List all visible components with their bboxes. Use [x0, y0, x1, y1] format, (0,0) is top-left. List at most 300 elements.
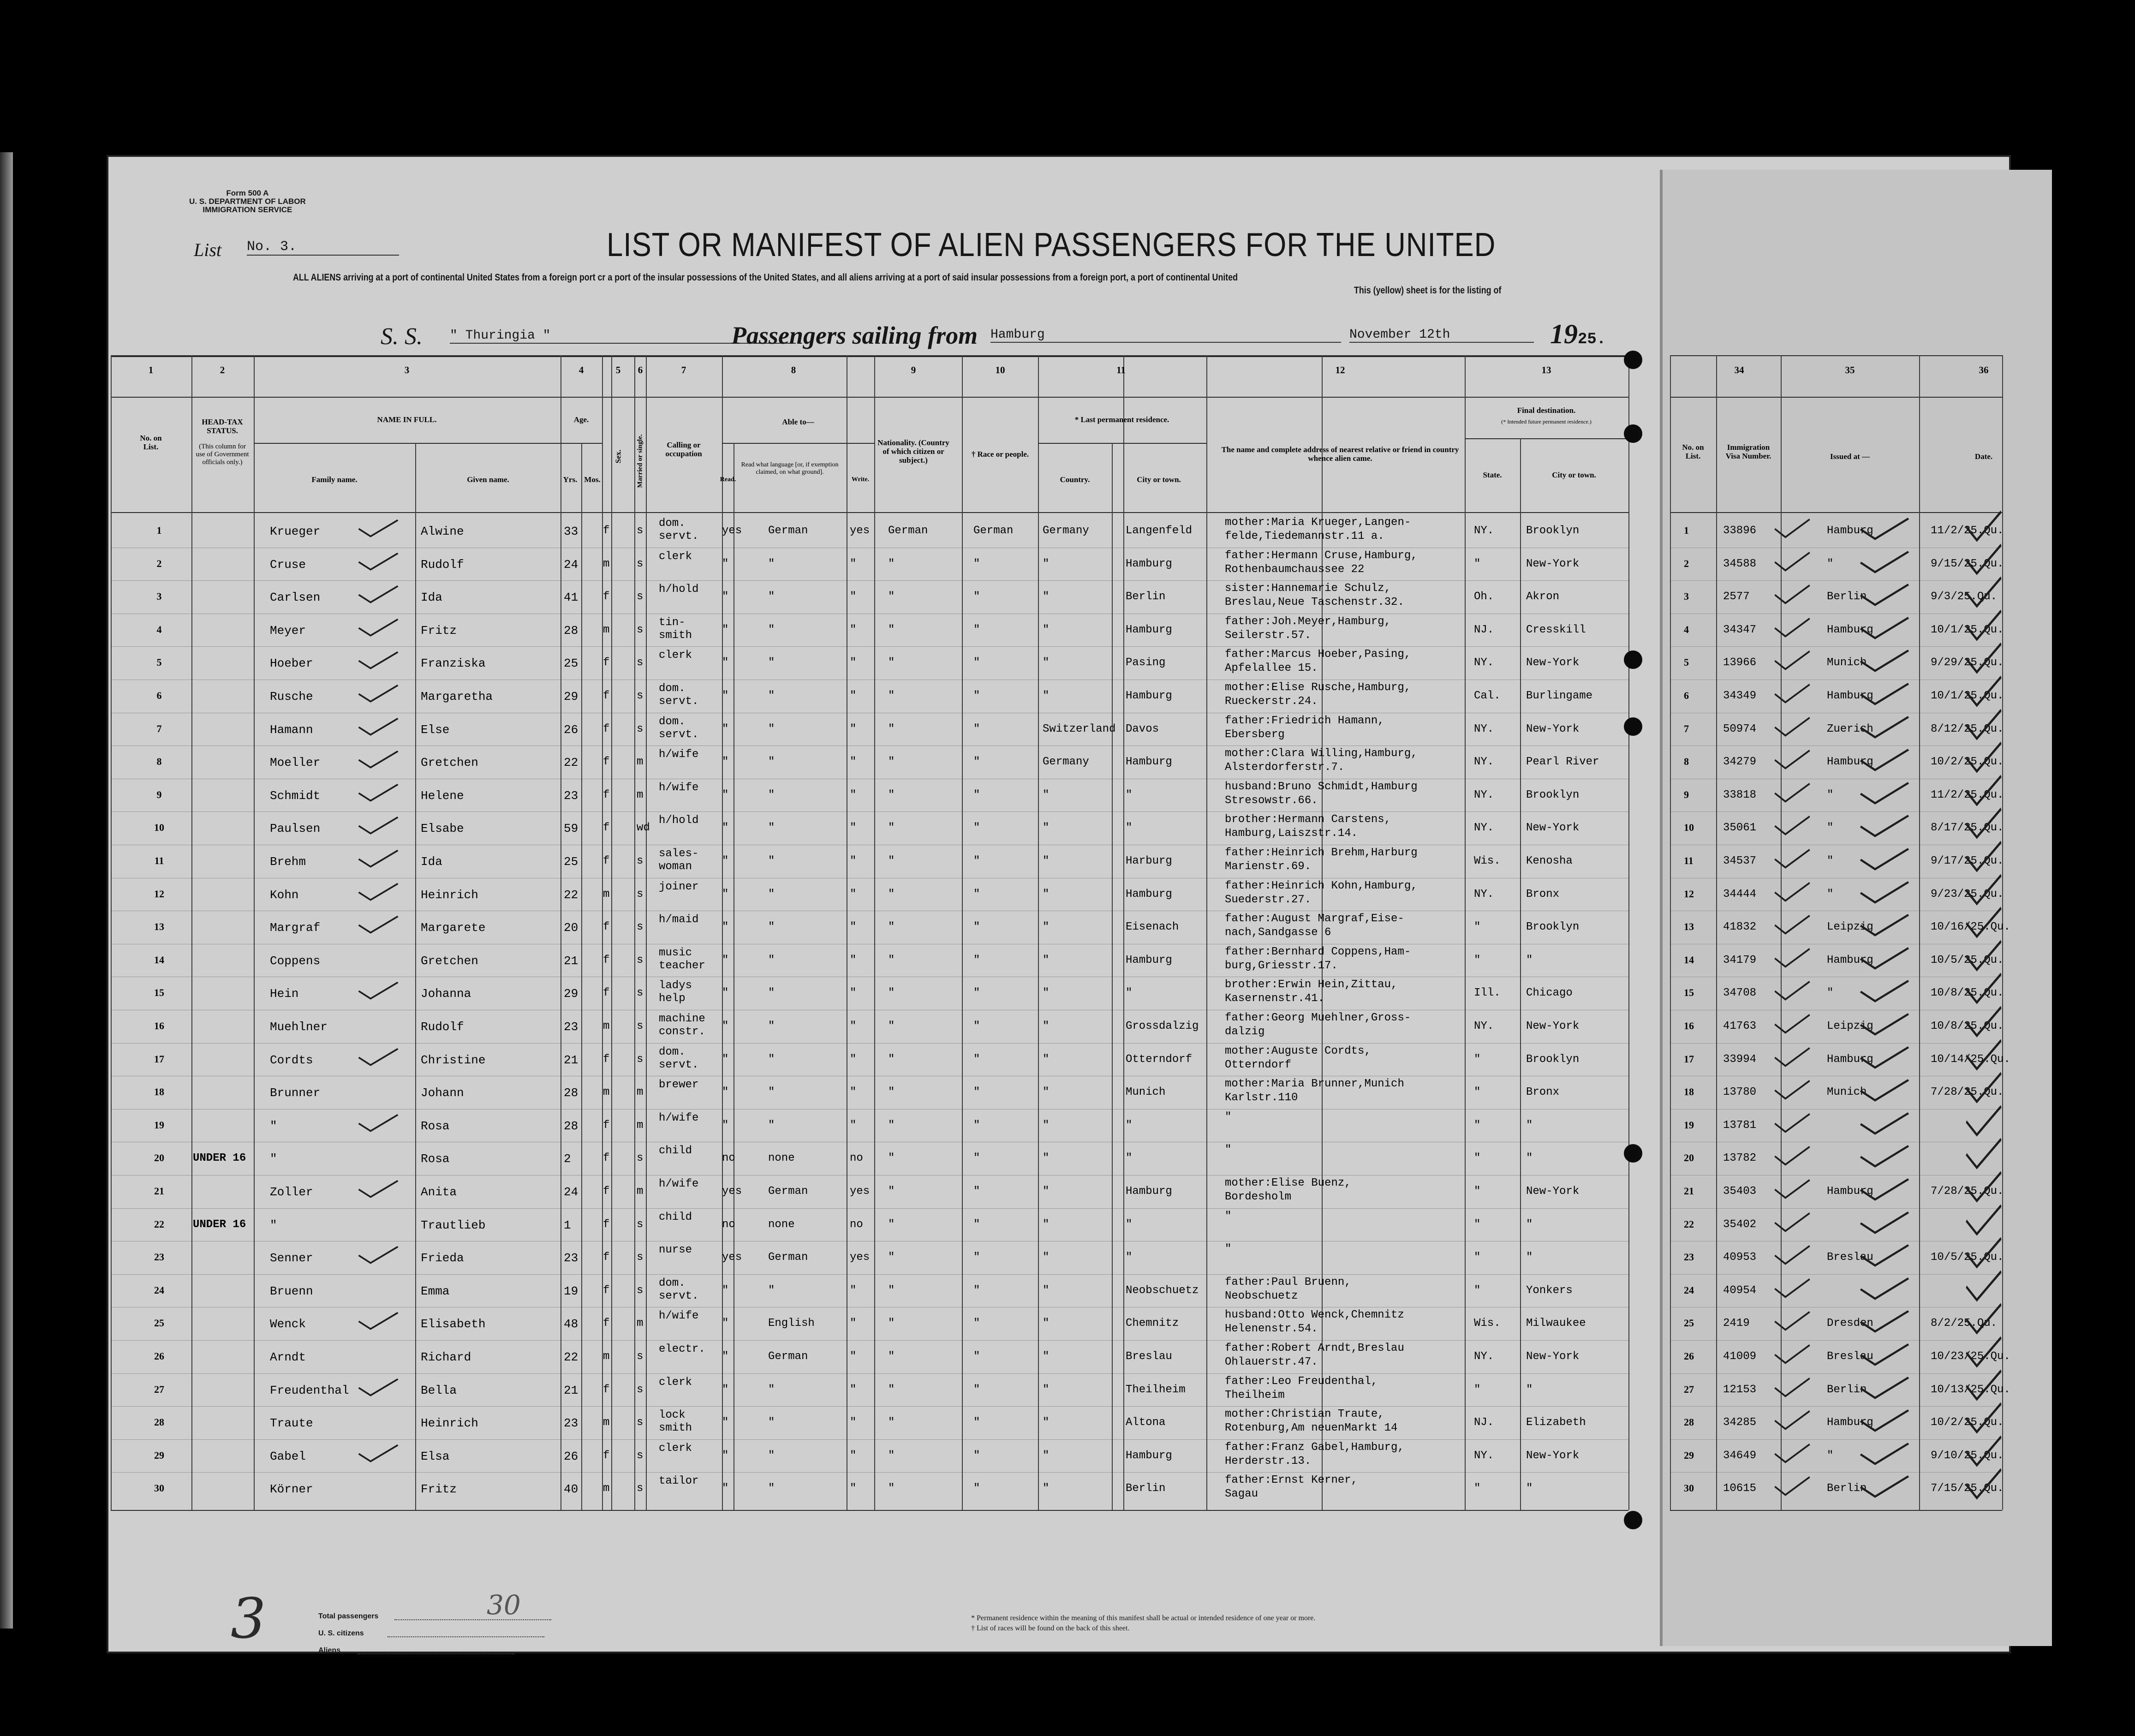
- row-dest-state: ": [1474, 557, 1481, 570]
- row-nationality: ": [888, 1020, 895, 1032]
- row-sex: m: [603, 1416, 610, 1429]
- check-mark-visa: [1774, 848, 1811, 869]
- row-separator: [111, 1340, 1628, 1341]
- row-visa-number: 41832: [1723, 921, 1757, 934]
- row-country: ": [1043, 1218, 1050, 1231]
- row-occupation: ladys help: [659, 979, 692, 1005]
- row-visa-number: 34285: [1723, 1416, 1757, 1429]
- row-relative-line2: Theilheim: [1225, 1389, 1285, 1402]
- row-marital: s: [637, 1218, 644, 1231]
- row-sex: f: [603, 788, 610, 801]
- check-mark: [358, 1444, 399, 1462]
- row-city: Hamburg: [1126, 756, 1172, 769]
- row-read-language: ": [768, 855, 775, 867]
- row-separator: [111, 1109, 1628, 1110]
- row-country: ": [1043, 557, 1050, 570]
- row-age: 21: [564, 1053, 578, 1067]
- row-read-language: ": [768, 690, 775, 702]
- row-age: 20: [564, 921, 578, 935]
- check-mark-issued: [1859, 1079, 1910, 1102]
- row-relative-line1: ": [1225, 1110, 1232, 1123]
- row-visa-date: 10/2/25.Qu.: [1931, 756, 2004, 769]
- check-mark-issued: [1859, 1211, 1910, 1234]
- row-write: ": [850, 756, 857, 769]
- row-number: 5: [156, 656, 162, 668]
- row-dest-state: ": [1474, 1251, 1481, 1264]
- row-city: ": [1126, 822, 1133, 835]
- row-dest-city: ": [1526, 1383, 1533, 1396]
- row-family-name: Brehm: [270, 855, 306, 869]
- row-marital: m: [637, 1119, 644, 1132]
- row-marital: s: [637, 1284, 644, 1297]
- row-race: ": [973, 1152, 980, 1165]
- row-family-name: Rusche: [270, 690, 313, 704]
- row-read: ": [722, 1086, 729, 1099]
- row-visa-date: 7/28/25.Qu.: [1931, 1185, 2004, 1198]
- row-relative-line2: Apfelallee 15.: [1225, 662, 1318, 675]
- row-occupation: sales- woman: [659, 847, 699, 873]
- row-issued-at: Breslau: [1827, 1251, 1873, 1264]
- row-relative-line1: father:Marcus Hoeber,Pasing,: [1225, 648, 1411, 661]
- row-relative-line2: Alsterdorferstr.7.: [1225, 761, 1345, 774]
- row-relative-line1: mother:Clara Willing,Hamburg,: [1225, 747, 1418, 760]
- row-given-name: Trautlieb: [421, 1218, 486, 1232]
- row-city: Hamburg: [1126, 557, 1172, 570]
- row-relative-line2: burg,Griesstr.17.: [1225, 959, 1338, 972]
- row-family-name: Kohn: [270, 888, 299, 902]
- row-separator: [111, 1406, 1628, 1407]
- check-mark-date: [1965, 1402, 2002, 1434]
- check-mark: [358, 981, 399, 1000]
- sailing-year: [1550, 318, 1606, 350]
- check-mark-date: [1965, 1302, 2002, 1335]
- row-visa-number: 35403: [1723, 1185, 1757, 1198]
- header-state: State.: [1483, 471, 1502, 479]
- row-relative-line1: father:Robert Arndt,Breslau: [1225, 1342, 1404, 1354]
- check-mark-visa: [1774, 980, 1811, 1001]
- row-city: ": [1126, 1152, 1133, 1165]
- header-no-on-list-right: No. on List.: [1682, 443, 1704, 460]
- row-number-right: 14: [1684, 954, 1694, 966]
- row-number-right: 22: [1684, 1218, 1694, 1230]
- row-family-name: ": [270, 1152, 277, 1166]
- row-write: no: [850, 1218, 863, 1231]
- row-separator-right: [1670, 646, 2002, 647]
- row-issued-at: Hamburg: [1827, 525, 1873, 537]
- row-dest-city: Elizabeth: [1526, 1416, 1586, 1429]
- row-city: Chemnitz: [1126, 1317, 1179, 1330]
- row-marital: s: [637, 1251, 644, 1264]
- row-read-language: ": [768, 1053, 775, 1066]
- form-header-line: U. S. DEPARTMENT OF LABOR: [189, 197, 306, 206]
- aliens-label: Aliens: [318, 1647, 341, 1654]
- row-race: ": [973, 756, 980, 769]
- row-age: 29: [564, 987, 578, 1001]
- column-number: 8: [791, 364, 796, 376]
- row-write: ": [850, 591, 857, 603]
- row-city: ": [1126, 987, 1133, 1000]
- row-issued-at: Hamburg: [1827, 1185, 1873, 1198]
- row-issued-at: Hamburg: [1827, 623, 1873, 636]
- row-age: 24: [564, 557, 578, 572]
- row-occupation: clerk: [659, 649, 692, 662]
- aliens-dots: [358, 1653, 514, 1654]
- row-write: ": [850, 690, 857, 702]
- check-mark-visa: [1774, 1113, 1811, 1133]
- row-occupation: h/wife: [659, 748, 699, 761]
- row-read-language: ": [768, 1086, 775, 1099]
- row-family-name: Schmidt: [270, 788, 321, 803]
- row-relative-line1: mother:Auguste Cordts,: [1225, 1044, 1371, 1057]
- row-race: ": [973, 1416, 980, 1429]
- row-relative-line2: Seilerstr.57.: [1225, 629, 1312, 642]
- row-relative-line1: husband:Bruno Schmidt,Hamburg: [1225, 780, 1418, 793]
- row-relative-line1: brother:Hermann Carstens,: [1225, 813, 1391, 826]
- row-marital: s: [637, 855, 644, 867]
- row-separator-right: [1670, 1406, 2002, 1407]
- row-visa-date: 8/17/25.Qu.: [1931, 822, 2004, 835]
- row-visa-date: 10/23/25.Qu.: [1931, 1350, 2010, 1363]
- row-age: 40: [564, 1482, 578, 1497]
- row-read: ": [722, 690, 729, 702]
- row-race: ": [973, 788, 980, 801]
- row-dest-city: Pearl River: [1526, 756, 1599, 769]
- row-sex: m: [603, 623, 610, 636]
- row-visa-number: 41009: [1723, 1350, 1757, 1363]
- row-number: 19: [154, 1119, 164, 1131]
- row-relative-line1: husband:Otto Wenck,Chemnitz: [1225, 1309, 1404, 1322]
- row-number: 10: [154, 822, 164, 834]
- sailing-label: Passengers sailing from: [731, 322, 978, 349]
- row-marital: s: [637, 987, 644, 1000]
- row-number: 6: [156, 690, 162, 701]
- row-relative-line2: Rueckerstr.24.: [1225, 695, 1318, 708]
- check-mark-issued: [1859, 781, 1910, 805]
- ss-label: S. S.: [381, 323, 423, 350]
- row-occupation: dom. servt.: [659, 517, 699, 543]
- row-country: ": [1043, 690, 1050, 702]
- row-number-right: 5: [1684, 656, 1689, 668]
- row-age: 2: [564, 1152, 571, 1166]
- check-mark-issued: [1859, 814, 1910, 837]
- row-relative-line2: Bordesholm: [1225, 1191, 1292, 1203]
- row-visa-date: 9/10/25.Qu.: [1931, 1449, 2004, 1462]
- row-relative-line1: father:Ernst Kerner,: [1225, 1474, 1358, 1487]
- row-sex: m: [603, 1020, 610, 1032]
- row-read-language: ": [768, 888, 775, 901]
- rule-table-bottom-right: [1670, 1510, 2002, 1511]
- row-visa-number: 13966: [1723, 656, 1757, 669]
- row-write: ": [850, 888, 857, 901]
- row-read-language: ": [768, 788, 775, 801]
- row-visa-date: 8/2/25.Qu.: [1931, 1317, 1998, 1330]
- check-mark-date: [1965, 741, 2002, 773]
- check-mark-visa: [1774, 1278, 1811, 1298]
- column-number: 10: [995, 364, 1005, 376]
- row-city: Theilheim: [1126, 1383, 1186, 1396]
- row-nationality: ": [888, 954, 895, 966]
- column-number: 36: [1979, 364, 1989, 376]
- row-relative-line2: nach,Sandgasse 6: [1225, 926, 1331, 939]
- row-number-right: 26: [1684, 1350, 1694, 1362]
- check-mark-issued: [1859, 583, 1910, 606]
- row-race: ": [973, 1185, 980, 1198]
- footnote-residence: * Permanent residence within the meaning of this manifest shall be actual or intended residence of one year or more.: [971, 1614, 1316, 1622]
- column-rule: [111, 355, 112, 1510]
- row-write: ": [850, 1416, 857, 1429]
- row-read: ": [722, 623, 729, 636]
- row-write: ": [850, 623, 857, 636]
- row-read: ": [722, 1317, 729, 1330]
- column-number: 9: [911, 364, 916, 376]
- row-visa-date: 9/29/25.Qu.: [1931, 656, 2004, 669]
- row-number: 2: [156, 557, 162, 569]
- row-number-right: 21: [1684, 1185, 1694, 1197]
- column-rule-state: [1520, 438, 1521, 1510]
- header-final-note: (* Intended future permanent residence.): [1501, 418, 1592, 425]
- row-given-name: Heinrich: [421, 888, 478, 902]
- row-number-right: 17: [1684, 1053, 1694, 1065]
- row-nationality: ": [888, 1086, 895, 1099]
- row-visa-date: 8/12/25.Qu.: [1931, 722, 2004, 735]
- row-family-name: Margraf: [270, 921, 321, 935]
- row-city: Hamburg: [1126, 1185, 1172, 1198]
- column-rule: [1670, 355, 1671, 1510]
- row-race: ": [973, 1251, 980, 1264]
- check-mark-date: [1965, 1104, 2002, 1137]
- check-mark: [358, 849, 399, 868]
- check-mark: [358, 618, 399, 637]
- row-number: 9: [156, 788, 162, 800]
- row-read: ": [722, 1449, 729, 1462]
- row-dest-state: NY.: [1474, 656, 1494, 669]
- row-dest-city: Kenosha: [1526, 855, 1573, 867]
- row-relative-line1: father:Franz Gabel,Hamburg,: [1225, 1441, 1404, 1454]
- header-write: Write.: [851, 476, 870, 483]
- row-country: ": [1043, 822, 1050, 835]
- check-mark-date: [1965, 642, 2002, 674]
- ship-name: " Thuringia ": [450, 328, 796, 344]
- rule-col-numbers: [111, 397, 1628, 398]
- row-country: ": [1043, 1317, 1050, 1330]
- punch-hole: [1624, 717, 1642, 736]
- row-relative-line2: Ohlauerstr.47.: [1225, 1356, 1318, 1368]
- row-read-language: ": [768, 954, 775, 966]
- row-separator: [111, 1043, 1628, 1044]
- row-number-right: 6: [1684, 690, 1689, 701]
- row-dest-state: NY.: [1474, 1449, 1494, 1462]
- check-mark-date: [1965, 1137, 2002, 1169]
- row-marital: s: [637, 1020, 644, 1032]
- row-dest-state: ": [1474, 1119, 1481, 1132]
- row-marital: s: [637, 954, 644, 966]
- row-city: Langenfeld: [1126, 525, 1193, 537]
- row-dest-state: ": [1474, 1482, 1481, 1495]
- row-dest-state: Wis.: [1474, 855, 1501, 867]
- row-visa-date: 11/2/25.Qu.: [1931, 788, 2004, 801]
- row-visa-number: 33896: [1723, 525, 1757, 537]
- row-marital: s: [637, 1152, 644, 1165]
- row-occupation: electr.: [659, 1343, 705, 1355]
- check-mark-date: [1965, 1369, 2002, 1401]
- form-header-line: IMMIGRATION SERVICE: [203, 205, 292, 214]
- row-marital: s: [637, 1482, 644, 1495]
- row-number-right: 30: [1684, 1482, 1694, 1494]
- row-number-right: 16: [1684, 1020, 1694, 1032]
- header-married-single: Married or single.: [636, 434, 644, 488]
- row-age: 29: [564, 690, 578, 704]
- row-relative-line1: father:Leo Freudenthal,: [1225, 1375, 1378, 1388]
- row-write: ": [850, 954, 857, 966]
- row-occupation: clerk: [659, 1376, 692, 1389]
- row-dest-city: New-York: [1526, 1185, 1580, 1198]
- row-occupation: brewer: [659, 1079, 699, 1092]
- check-mark-visa: [1774, 1410, 1811, 1430]
- row-read-language: ": [768, 1383, 775, 1396]
- row-number-right: 2: [1684, 557, 1689, 569]
- row-city: Neobschuetz: [1126, 1284, 1199, 1297]
- row-nationality: ": [888, 623, 895, 636]
- row-issued-at: Hamburg: [1827, 1416, 1873, 1429]
- row-visa-number: 35061: [1723, 822, 1757, 835]
- row-relative-line1: father:Hermann Cruse,Hamburg,: [1225, 549, 1418, 562]
- row-separator: [111, 646, 1628, 647]
- check-mark-issued: [1859, 1442, 1910, 1465]
- row-number: 17: [154, 1053, 164, 1065]
- row-number: 11: [154, 855, 164, 866]
- row-separator-right: [1670, 1043, 2002, 1044]
- row-visa-date: 10/5/25.Qu.: [1931, 1251, 2004, 1264]
- row-relative-line2: dalzig: [1225, 1026, 1265, 1038]
- row-family-name: Meyer: [270, 623, 306, 638]
- check-mark-visa: [1774, 1476, 1811, 1496]
- row-write: ": [850, 1449, 857, 1462]
- column-number: 11: [1116, 364, 1126, 376]
- row-sex: f: [603, 525, 610, 537]
- header-name-in-full: NAME IN FULL.: [377, 415, 437, 424]
- row-relative-line2: Sagau: [1225, 1488, 1258, 1501]
- row-read: yes: [722, 525, 742, 537]
- column-rule: [1628, 355, 1629, 1510]
- check-mark-visa: [1774, 1377, 1811, 1397]
- row-visa-number: 13780: [1723, 1086, 1757, 1099]
- check-mark-visa: [1774, 683, 1811, 704]
- row-dest-city: Brooklyn: [1526, 525, 1580, 537]
- row-write: ": [850, 1383, 857, 1396]
- rule-header-bottom-right: [1670, 512, 2002, 513]
- row-family-name: Arndt: [270, 1350, 306, 1364]
- check-mark-visa: [1774, 882, 1811, 902]
- row-write: no: [850, 1152, 863, 1165]
- row-age: 21: [564, 954, 578, 968]
- row-relative-line2: Breslau,Neue Taschenstr.32.: [1225, 596, 1404, 609]
- check-mark-issued: [1859, 1409, 1910, 1432]
- citizens-dots: [388, 1636, 544, 1637]
- row-visa-date: 10/1/25.Qu.: [1931, 690, 2004, 702]
- row-sex: f: [603, 591, 610, 603]
- check-mark-visa: [1774, 1014, 1811, 1034]
- check-mark-date: [1965, 609, 2002, 641]
- row-number-right: 18: [1684, 1086, 1694, 1098]
- row-marital: m: [637, 756, 644, 769]
- row-sex: f: [603, 1449, 610, 1462]
- check-mark-date: [1965, 543, 2002, 575]
- row-city: Berlin: [1126, 591, 1166, 603]
- row-race: ": [973, 591, 980, 603]
- row-nationality: ": [888, 1317, 895, 1330]
- row-issued-at: Berlin: [1827, 591, 1867, 603]
- row-relative-line2: felde,Tiedemannstr.11 a.: [1225, 530, 1384, 543]
- row-country: ": [1043, 1185, 1050, 1198]
- row-visa-number: 2577: [1723, 591, 1750, 603]
- row-given-name: Emma: [421, 1284, 450, 1298]
- row-given-name: Rosa: [421, 1119, 450, 1133]
- row-write: ": [850, 1053, 857, 1066]
- row-visa-date: 9/23/25.Qu.: [1931, 888, 2004, 901]
- row-read: yes: [722, 1251, 742, 1264]
- manifest-title: LIST OR MANIFEST OF ALIEN PASSENGERS FOR THE UNITED: [607, 227, 1496, 263]
- row-dest-state: NJ.: [1474, 1416, 1494, 1429]
- row-sex: f: [603, 1317, 610, 1330]
- row-visa-date: 10/8/25.Qu.: [1931, 1020, 2004, 1032]
- row-visa-number: 40953: [1723, 1251, 1757, 1264]
- row-number: 13: [154, 921, 164, 933]
- row-write: ": [850, 987, 857, 1000]
- row-headtax: UNDER 16: [193, 1152, 246, 1165]
- check-mark-date: [1965, 939, 2002, 972]
- row-age: 22: [564, 756, 578, 770]
- row-given-name: Anita: [421, 1185, 457, 1199]
- row-occupation: clerk: [659, 1442, 692, 1455]
- row-visa-date: 9/15/25.Qu.: [1931, 557, 2004, 570]
- check-mark-date: [1965, 774, 2002, 806]
- row-country: ": [1043, 1284, 1050, 1297]
- row-read: yes: [722, 1185, 742, 1198]
- header-date: Date.: [1974, 452, 1993, 461]
- rule-table-bottom: [111, 1510, 1628, 1511]
- row-dest-city: ": [1526, 1251, 1533, 1264]
- column-rule: [1038, 355, 1039, 1510]
- check-mark-issued: [1859, 1376, 1910, 1399]
- check-mark-issued: [1859, 913, 1910, 937]
- row-family-name: Brunner: [270, 1086, 321, 1100]
- row-relative-line1: father:Bernhard Coppens,Ham-: [1225, 945, 1411, 958]
- row-visa-date: 10/14/25.Qu.: [1931, 1053, 2010, 1066]
- row-sex: f: [603, 1383, 610, 1396]
- row-read: ": [722, 591, 729, 603]
- row-separator-right: [1670, 580, 2002, 581]
- row-given-name: Bella: [421, 1383, 457, 1397]
- row-issued-at: Hamburg: [1827, 690, 1873, 702]
- check-mark-visa: [1774, 749, 1811, 770]
- check-mark-issued: [1859, 1277, 1910, 1300]
- column-rule-given: [415, 443, 416, 1510]
- row-visa-date: 10/5/25.Qu.: [1931, 954, 2004, 966]
- row-read: ": [722, 557, 729, 570]
- row-relative-line2: Karlstr.110: [1225, 1092, 1298, 1104]
- punch-hole: [1624, 1144, 1642, 1163]
- row-nationality: ": [888, 1053, 895, 1066]
- row-dest-state: ": [1474, 1053, 1481, 1066]
- row-family-name: Paulsen: [270, 822, 321, 836]
- row-read-language: ": [768, 656, 775, 669]
- check-mark-visa: [1774, 1311, 1811, 1331]
- row-visa-date: 10/2/25.Qu.: [1931, 1416, 2004, 1429]
- row-read-language: German: [768, 1185, 808, 1198]
- row-age: 19: [564, 1284, 578, 1298]
- check-mark-visa: [1774, 518, 1811, 538]
- row-visa-date: 10/13/25.Qu.: [1931, 1383, 2010, 1396]
